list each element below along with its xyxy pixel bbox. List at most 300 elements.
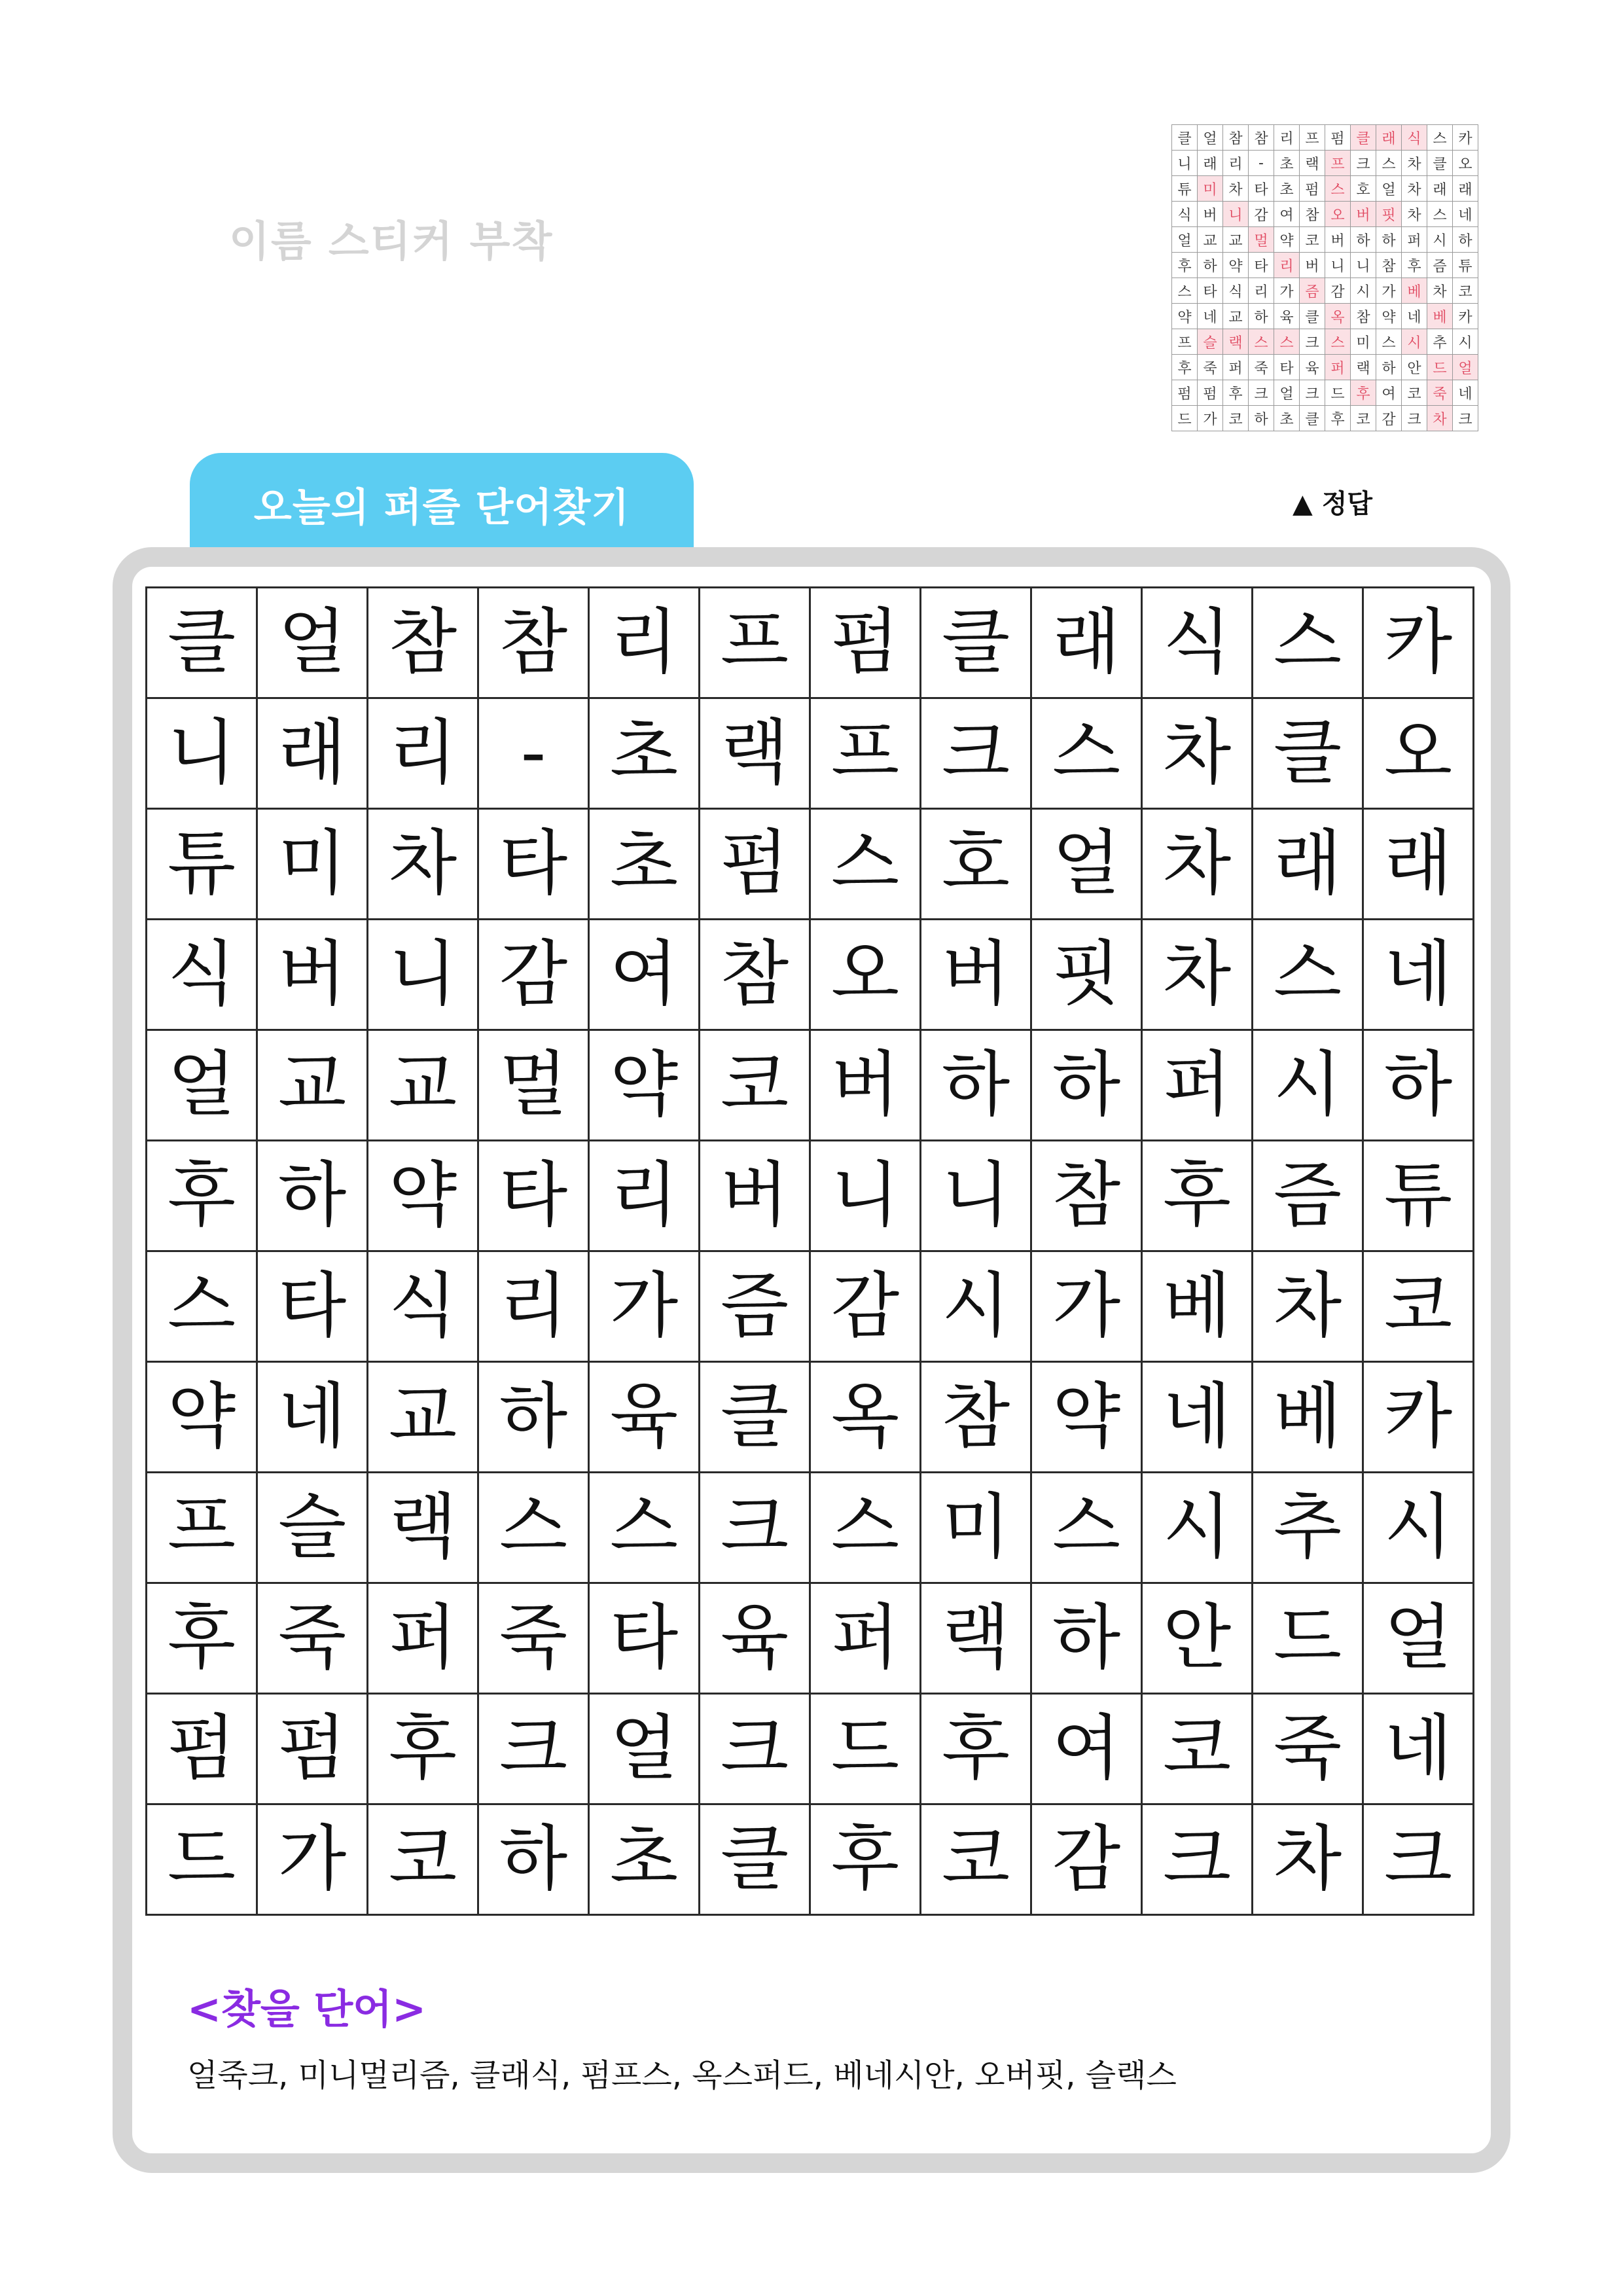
answer-cell: 크 [1300,380,1325,406]
answer-cell: 래 [1453,176,1478,202]
answer-cell: 클 [1172,125,1198,151]
puzzle-cell[interactable]: 코 [368,1804,478,1915]
puzzle-cell[interactable]: 식 [1142,588,1253,698]
puzzle-cell[interactable]: 타 [478,809,589,920]
answer-cell: 코 [1402,380,1427,406]
answer-cell: 크 [1351,151,1376,176]
puzzle-cell[interactable]: 크 [478,1694,589,1804]
puzzle-cell[interactable]: 랙 [368,1473,478,1583]
puzzle-cell[interactable]: 버 [700,1141,810,1251]
puzzle-cell[interactable]: 클 [700,1804,810,1915]
puzzle-cell[interactable]: 후 [921,1694,1031,1804]
answer-cell: 드 [1172,406,1198,431]
puzzle-cell[interactable]: 후 [810,1804,921,1915]
puzzle-cell[interactable]: 드 [810,1694,921,1804]
puzzle-cell[interactable]: 죽 [257,1583,368,1694]
answer-cell: 참 [1351,304,1376,329]
words-list: 얼죽크, 미니멀리즘, 클래식, 펌프스, 옥스퍼드, 베네시안, 오버핏, 슬랙스 [187,2057,1177,2094]
puzzle-cell[interactable]: 네 [1363,920,1474,1030]
puzzle-cell[interactable]: 튜 [147,809,257,920]
answer-cell: 펌 [1325,125,1351,151]
answer-cell: 타 [1249,176,1274,202]
answer-cell: 교 [1223,304,1249,329]
answer-cell: 시 [1427,227,1453,253]
answer-cell: 크 [1300,329,1325,355]
puzzle-cell[interactable]: 스 [1031,1473,1142,1583]
puzzle-cell[interactable]: 프 [700,588,810,698]
puzzle-cell[interactable]: 네 [1142,1362,1253,1473]
puzzle-cell[interactable]: 오 [1363,698,1474,809]
answer-cell: 코 [1300,227,1325,253]
puzzle-cell[interactable]: 스 [478,1473,589,1583]
puzzle-cell[interactable]: 클 [147,588,257,698]
answer-cell: 가 [1198,406,1223,431]
puzzle-cell[interactable]: 얼 [589,1694,700,1804]
puzzle-cell[interactable]: 퍼 [810,1583,921,1694]
answer-cell: 오 [1325,202,1351,227]
answer-cell: 타 [1198,278,1223,304]
answer-cell: 버 [1325,227,1351,253]
answer-cell: 네 [1453,202,1478,227]
puzzle-cell[interactable]: 코 [921,1804,1031,1915]
puzzle-cell[interactable]: 펌 [257,1694,368,1804]
answer-cell: 안 [1402,355,1427,380]
answer-cell: 차 [1427,278,1453,304]
answer-cell: 후 [1172,253,1198,278]
answer-cell: 스 [1249,329,1274,355]
answer-cell: 하 [1249,304,1274,329]
puzzle-cell-row [147,1362,1474,1473]
puzzle-cell[interactable]: 참 [921,1362,1031,1473]
answer-cell: 죽 [1249,355,1274,380]
answer-cell: 튜 [1453,253,1478,278]
puzzle-cell[interactable]: 드 [147,1804,257,1915]
answer-cell: 프 [1325,151,1351,176]
puzzle-cell[interactable]: 타 [478,1141,589,1251]
puzzle-cell[interactable]: 퍼 [368,1583,478,1694]
answer-cell: 가 [1376,278,1402,304]
answer-cell: 추 [1427,329,1453,355]
puzzle-cell[interactable]: 핏 [1031,920,1142,1030]
puzzle-cell[interactable]: 차 [1142,698,1253,809]
answer-cell: 카 [1453,125,1478,151]
puzzle-cell[interactable]: 얼 [1363,1583,1474,1694]
puzzle-cell[interactable]: 스 [810,1473,921,1583]
answer-cell: 클 [1300,304,1325,329]
answer-cell: 튜 [1172,176,1198,202]
puzzle-cell[interactable]: 하 [1031,1030,1142,1141]
puzzle-cell[interactable]: 후 [147,1583,257,1694]
puzzle-cell-row [147,1251,1474,1362]
puzzle-cell[interactable]: 리 [368,698,478,809]
puzzle-cell[interactable]: 차 [1142,920,1253,1030]
answer-cell-row [1172,227,1478,253]
puzzle-cell[interactable]: 니 [810,1141,921,1251]
answer-cell: 펌 [1198,380,1223,406]
answer-cell: 펌 [1300,176,1325,202]
puzzle-cell[interactable]: 버 [257,920,368,1030]
answer-cell: 래 [1376,125,1402,151]
puzzle-cell[interactable]: 슬 [257,1473,368,1583]
answer-cell-row [1172,278,1478,304]
puzzle-cell[interactable]: 약 [368,1141,478,1251]
puzzle-cell[interactable]: 여 [589,920,700,1030]
puzzle-cell[interactable]: 감 [1031,1804,1142,1915]
puzzle-cell[interactable]: 랙 [921,1583,1031,1694]
answer-cell: 즘 [1427,253,1453,278]
puzzle-cell[interactable]: 차 [368,809,478,920]
puzzle-cell[interactable]: 크 [1363,1804,1474,1915]
puzzle-grid [145,586,1474,1916]
answer-cell: 드 [1325,380,1351,406]
answer-cell: 감 [1376,406,1402,431]
answer-cell-row [1172,329,1478,355]
answer-cell: 핏 [1376,202,1402,227]
answer-cell: 초 [1274,176,1300,202]
answer-cell-row [1172,355,1478,380]
puzzle-cell[interactable]: 시 [1363,1473,1474,1583]
puzzle-cell[interactable]: 니 [368,920,478,1030]
answer-cell-row [1172,151,1478,176]
answer-cell: 네 [1402,304,1427,329]
puzzle-cell[interactable]: 펌 [810,588,921,698]
answer-cell: 하 [1376,227,1402,253]
puzzle-cell-row [147,1141,1474,1251]
answer-cell: 래 [1198,151,1223,176]
answer-cell: 죽 [1198,355,1223,380]
puzzle-cell[interactable]: 즘 [1253,1141,1363,1251]
answer-cell: 식 [1402,125,1427,151]
puzzle-cell[interactable]: 래 [1363,809,1474,920]
puzzle-cell[interactable]: - [478,698,589,809]
puzzle-cell[interactable]: 옥 [810,1362,921,1473]
answer-cell: 리 [1249,278,1274,304]
puzzle-cell[interactable]: 참 [368,588,478,698]
answer-cell: 가 [1274,278,1300,304]
answer-cell: 차 [1427,406,1453,431]
puzzle-cell[interactable]: 리 [478,1251,589,1362]
puzzle-cell[interactable]: 드 [1253,1583,1363,1694]
puzzle-cell[interactable]: 코 [700,1030,810,1141]
answer-cell-row [1172,380,1478,406]
puzzle-cell[interactable]: 클 [1253,698,1363,809]
answer-cell: 타 [1249,253,1274,278]
answer-cell: 얼 [1376,176,1402,202]
puzzle-cell[interactable]: 카 [1363,588,1474,698]
answer-cell: 초 [1274,151,1300,176]
puzzle-cell[interactable]: 얼 [257,588,368,698]
puzzle-cell[interactable]: 니 [147,698,257,809]
answer-cell: 식 [1223,278,1249,304]
puzzle-cell[interactable]: 래 [257,698,368,809]
puzzle-cell[interactable]: 랙 [700,698,810,809]
answer-cell: 니 [1351,253,1376,278]
answer-cell: 드 [1427,355,1453,380]
puzzle-cell[interactable]: 초 [589,809,700,920]
puzzle-cell[interactable]: 하 [257,1141,368,1251]
answer-cell: 타 [1274,355,1300,380]
puzzle-cell[interactable]: 타 [257,1251,368,1362]
answer-cell: 호 [1351,176,1376,202]
puzzle-cell[interactable]: 약 [147,1362,257,1473]
puzzle-cell[interactable]: 하 [1031,1583,1142,1694]
puzzle-cell[interactable]: 프 [147,1473,257,1583]
answer-cell: 스 [1376,329,1402,355]
puzzle-cell[interactable]: 네 [1363,1694,1474,1804]
answer-cell-row [1172,176,1478,202]
answer-cell: 버 [1351,202,1376,227]
puzzle-cell[interactable]: 참 [478,588,589,698]
puzzle-cell[interactable]: 초 [589,698,700,809]
puzzle-cell[interactable]: 클 [700,1362,810,1473]
puzzle-cell[interactable]: 육 [700,1583,810,1694]
name-sticker-label: 이름 스티커 부착 [229,218,554,266]
answer-cell: 클 [1300,406,1325,431]
puzzle-cell[interactable]: 교 [368,1030,478,1141]
puzzle-cell[interactable]: 버 [921,920,1031,1030]
answer-cell-row [1172,304,1478,329]
puzzle-cell[interactable]: 약 [1031,1362,1142,1473]
puzzle-cell[interactable]: 오 [810,920,921,1030]
answer-cell: 참 [1249,125,1274,151]
answer-cell: 미 [1351,329,1376,355]
answer-cell: 스 [1376,151,1402,176]
puzzle-cell[interactable]: 가 [257,1804,368,1915]
answer-cell: 스 [1427,125,1453,151]
puzzle-cell[interactable]: 프 [810,698,921,809]
answer-cell: 랙 [1223,329,1249,355]
answer-cell: 코 [1453,278,1478,304]
puzzle-cell[interactable]: 호 [921,809,1031,920]
puzzle-cell-row [147,1583,1474,1694]
answer-cell: 시 [1453,329,1478,355]
answer-cell: 슬 [1198,329,1223,355]
puzzle-cell[interactable]: 니 [921,1141,1031,1251]
answer-cell: 여 [1376,380,1402,406]
answer-cell-row [1172,202,1478,227]
answer-cell: 차 [1402,151,1427,176]
puzzle-cell[interactable]: 감 [810,1251,921,1362]
puzzle-cell[interactable]: 안 [1142,1583,1253,1694]
answer-cell: 약 [1223,253,1249,278]
puzzle-cell-row [147,1694,1474,1804]
answer-cell: 프 [1300,125,1325,151]
answer-cell: 버 [1198,202,1223,227]
answer-cell: 스 [1274,329,1300,355]
answer-cell: 차 [1223,176,1249,202]
puzzle-cell[interactable]: 스 [1253,588,1363,698]
answer-cell: 여 [1274,202,1300,227]
puzzle-cell[interactable]: 추 [1253,1473,1363,1583]
answer-cell: 참 [1223,125,1249,151]
answer-cell: 코 [1351,406,1376,431]
answer-cell-row [1172,406,1478,431]
answer-cell: 참 [1376,253,1402,278]
puzzle-cell[interactable]: 식 [147,920,257,1030]
puzzle-cell[interactable]: 차 [1253,1804,1363,1915]
puzzle-cell-row [147,698,1474,809]
answer-cell-row [1172,253,1478,278]
answer-cell: 리 [1223,151,1249,176]
answer-cell: 감 [1249,202,1274,227]
answer-cell: 하 [1351,227,1376,253]
puzzle-cell[interactable]: 리 [589,1141,700,1251]
puzzle-cell[interactable]: 리 [589,588,700,698]
puzzle-title: 오늘의 퍼즐 단어찾기 [253,485,630,531]
puzzle-cell[interactable]: 얼 [147,1030,257,1141]
answer-cell: 리 [1274,253,1300,278]
answer-cell: 카 [1453,304,1478,329]
puzzle-cell[interactable]: 식 [368,1251,478,1362]
puzzle-cell-row [147,588,1474,698]
puzzle-cell[interactable]: 크 [700,1473,810,1583]
answer-cell-row [1172,125,1478,151]
answer-cell: 감 [1325,278,1351,304]
puzzle-cell[interactable]: 얼 [1031,809,1142,920]
puzzle-cell[interactable]: 죽 [1253,1694,1363,1804]
answer-cell: 즘 [1300,278,1325,304]
puzzle-cell[interactable]: 약 [589,1030,700,1141]
puzzle-cell[interactable]: 시 [921,1251,1031,1362]
answer-cell: 시 [1402,329,1427,355]
answer-cell: 육 [1300,355,1325,380]
answer-cell: 옥 [1325,304,1351,329]
answer-cell: 코 [1223,406,1249,431]
answer-cell: 차 [1402,202,1427,227]
answer-cell: 후 [1223,380,1249,406]
puzzle-cell[interactable]: 차 [1142,809,1253,920]
puzzle-cell[interactable]: 카 [1363,1362,1474,1473]
answer-cell: 스 [1325,176,1351,202]
puzzle-cell[interactable]: 코 [1142,1694,1253,1804]
puzzle-cell[interactable]: 코 [1363,1251,1474,1362]
puzzle-cell[interactable]: 스 [1031,698,1142,809]
puzzle-cell[interactable]: 교 [257,1030,368,1141]
puzzle-cell-row [147,1030,1474,1141]
answer-cell: 초 [1274,406,1300,431]
puzzle-cell[interactable]: 시 [1253,1030,1363,1141]
puzzle-cell[interactable]: 참 [700,920,810,1030]
answer-cell: 약 [1172,304,1198,329]
puzzle-cell-row [147,1473,1474,1583]
puzzle-cell[interactable]: 가 [1031,1251,1142,1362]
puzzle-cell[interactable]: 네 [257,1362,368,1473]
puzzle-cell[interactable]: 펌 [147,1694,257,1804]
puzzle-cell[interactable]: 스 [1253,920,1363,1030]
puzzle-cell[interactable]: 퍼 [1142,1030,1253,1141]
answer-cell: 시 [1351,278,1376,304]
answer-cell: 얼 [1274,380,1300,406]
answer-cell: 랙 [1351,355,1376,380]
words-title: <찾을 단어> [187,1985,427,2033]
puzzle-cell[interactable]: 베 [1142,1251,1253,1362]
answer-cell: 네 [1453,380,1478,406]
answer-cell: 얼 [1453,355,1478,380]
answer-cell: 얼 [1172,227,1198,253]
puzzle-cell[interactable]: 멀 [478,1030,589,1141]
puzzle-cell[interactable]: 후 [1142,1141,1253,1251]
answer-cell: 베 [1402,278,1427,304]
answer-cell: 교 [1198,227,1223,253]
answer-cell: 후 [1351,380,1376,406]
puzzle-cell-row [147,809,1474,920]
answer-cell: 버 [1300,253,1325,278]
puzzle-cell[interactable]: 하 [478,1362,589,1473]
answer-cell: 니 [1325,253,1351,278]
answer-cell: 랙 [1300,151,1325,176]
answer-cell: 스 [1427,202,1453,227]
answer-cell: 클 [1351,125,1376,151]
answer-cell: 네 [1198,304,1223,329]
puzzle-cell-row [147,920,1474,1030]
answer-cell: 크 [1249,380,1274,406]
answer-cell: 크 [1453,406,1478,431]
puzzle-cell[interactable]: 크 [1142,1804,1253,1915]
puzzle-cell[interactable]: 후 [368,1694,478,1804]
puzzle-cell[interactable]: 육 [589,1362,700,1473]
puzzle-cell[interactable]: 스 [147,1251,257,1362]
puzzle-cell[interactable]: 버 [810,1030,921,1141]
answer-cell: 리 [1274,125,1300,151]
answer-label: ▲ 정답 [1293,489,1372,519]
puzzle-cell[interactable]: 감 [478,920,589,1030]
puzzle-cell[interactable]: 클 [921,588,1031,698]
puzzle-cell[interactable]: 즘 [700,1251,810,1362]
answer-cell: 퍼 [1402,227,1427,253]
puzzle-cell[interactable]: 교 [368,1362,478,1473]
puzzle-cell[interactable]: 초 [589,1804,700,1915]
answer-cell: 스 [1172,278,1198,304]
puzzle-cell[interactable]: 참 [1031,1141,1142,1251]
answer-cell: 약 [1274,227,1300,253]
puzzle-cell[interactable]: 미 [921,1473,1031,1583]
puzzle-cell[interactable]: 시 [1142,1473,1253,1583]
answer-cell: 베 [1427,304,1453,329]
puzzle-cell[interactable]: 미 [257,809,368,920]
answer-cell: 퍼 [1325,355,1351,380]
puzzle-cell[interactable]: 하 [1363,1030,1474,1141]
puzzle-cell[interactable]: 가 [589,1251,700,1362]
puzzle-cell[interactable]: 차 [1253,1251,1363,1362]
puzzle-cell[interactable]: 죽 [478,1583,589,1694]
answer-cell: 차 [1402,176,1427,202]
puzzle-cell[interactable]: 후 [147,1141,257,1251]
puzzle-cell[interactable]: 하 [921,1030,1031,1141]
puzzle-cell[interactable]: 튜 [1363,1141,1474,1251]
puzzle-cell[interactable]: 베 [1253,1362,1363,1473]
puzzle-cell-row [147,1804,1474,1915]
answer-cell: 하 [1198,253,1223,278]
answer-cell: 후 [1172,355,1198,380]
answer-cell: 식 [1172,202,1198,227]
answer-cell: 미 [1198,176,1223,202]
answer-cell: 후 [1402,253,1427,278]
answer-cell: 하 [1453,227,1478,253]
answer-cell: 크 [1402,406,1427,431]
puzzle-cell[interactable]: 타 [589,1583,700,1694]
puzzle-cell[interactable]: 하 [478,1804,589,1915]
puzzle-cell[interactable]: 크 [700,1694,810,1804]
puzzle-cell[interactable]: 래 [1253,809,1363,920]
puzzle-cell[interactable]: 펌 [700,809,810,920]
puzzle-cell[interactable]: 스 [810,809,921,920]
answer-cell: - [1249,151,1274,176]
answer-cell: 죽 [1427,380,1453,406]
puzzle-cell[interactable]: 크 [921,698,1031,809]
puzzle-cell[interactable]: 스 [589,1473,700,1583]
puzzle-cell[interactable]: 여 [1031,1694,1142,1804]
puzzle-cell[interactable]: 래 [1031,588,1142,698]
